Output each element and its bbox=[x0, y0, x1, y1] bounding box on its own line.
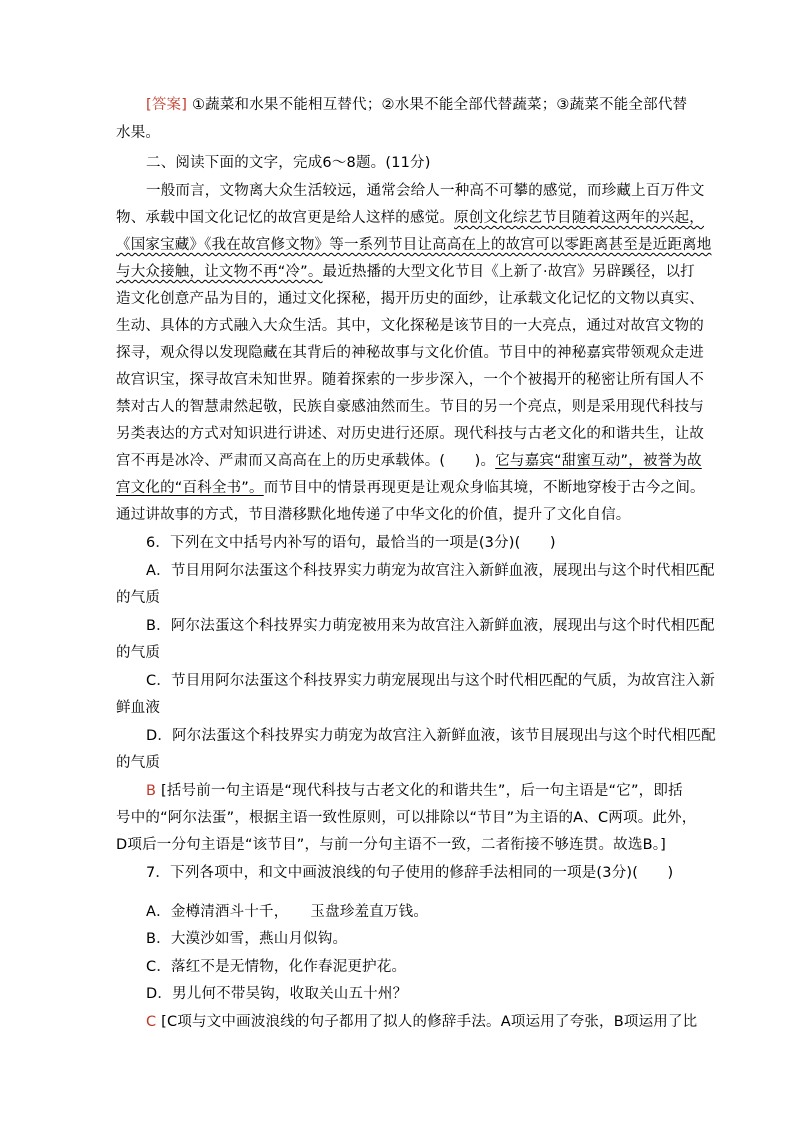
question-6-stem: 6．下列在文中括号内补写的语句，最恰当的一项是(3分)( ) bbox=[146, 535, 556, 551]
wavy-underlined-sentence: 与大众接触，让文物不再“冷”。 bbox=[116, 264, 323, 280]
option-a-cont: 的气质 bbox=[116, 590, 161, 606]
option-a: A．节目用阿尔法蛋这个科技界实力萌宠为故宫注入新鲜血液，展现出与这个时代相匹配 bbox=[146, 563, 715, 579]
passage-line: 通过讲故事的方式，节目潜移默化地传递了中华文化的价值，提升了文化自信。 bbox=[116, 507, 631, 523]
underlined-sentence: 它与嘉宾“甜蜜互动”，被誉为故 bbox=[495, 453, 702, 469]
option-b-cont: 的气质 bbox=[116, 645, 161, 661]
passage-line bbox=[116, 262, 695, 282]
q6-explanation-line: 号中的“阿尔法蛋”，根据主语一致性原则，可以排除以“节目”为主语的A、C两项。此外， bbox=[116, 810, 697, 826]
passage-text: 最近热播的大型文化节目《上新了·故宫》另辟蹊径，以打 bbox=[322, 264, 695, 280]
q6-explanation-line: D项后一分句主语是“该节目”，与前一分句主语不一致，二者衔接不够连贯。故选B。] bbox=[116, 837, 667, 853]
q7-explanation-line bbox=[146, 1012, 697, 1032]
q6-answer-letter: B bbox=[146, 783, 157, 799]
answer-tag: [答案] bbox=[146, 97, 188, 113]
option-d: D．男儿何不带吴钩，收取关山五十州？ bbox=[146, 986, 408, 1002]
passage-line: 另类表达的方式对知识进行讲述、对历史进行还原。现代科技与古老文化的和谐共生，让故 bbox=[116, 426, 704, 442]
passage-line bbox=[116, 478, 705, 498]
wavy-underlined-sentence: 原创文化综艺节目随着这两年的兴起， bbox=[454, 210, 705, 226]
option-c: C．落红不是无情物，化作春泥更护花。 bbox=[146, 959, 407, 975]
option-d: D．阿尔法蛋这个科技界实力萌宠为故宫注入新鲜血液，该节目展现出与这个时代相匹配 bbox=[146, 728, 716, 744]
passage-line bbox=[116, 208, 704, 228]
passage-line: 故宫识宝，探寻故宫未知世界。随着探索的一步步深入，一个个被揭开的秘密让所有国人不 bbox=[116, 372, 704, 388]
option-d-cont: 的气质 bbox=[116, 755, 161, 771]
option-b: B．大漠沙如雪，燕山月似钩。 bbox=[146, 931, 348, 947]
answer-line-1 bbox=[146, 95, 687, 115]
passage-line bbox=[116, 451, 702, 471]
passage-text: 物、承载中国文化记忆的故宫更是给人这样的感觉。 bbox=[116, 210, 455, 226]
passage-line bbox=[116, 235, 711, 255]
q6-explanation-line bbox=[146, 781, 683, 801]
underlined-sentence: 宫文化的“百科全书”。 bbox=[116, 480, 264, 496]
q6-explanation: [括号前一句主语是“现代科技与古老文化的和谐共生”，后一句主语是“它”，即括 bbox=[160, 783, 683, 799]
passage-line: 禁对古人的智慧肃然起敬，民族自豪感油然而生。节目的另一个亮点，则是采用现代科技与 bbox=[116, 399, 704, 415]
passage-line: 生动、具体的方式融入大众生活。其中，文化探秘是该节目的一大亮点，通过对故宫文物的 bbox=[116, 318, 704, 334]
answer-line-2: 水果。 bbox=[116, 125, 161, 141]
answer-text: ①蔬菜和水果不能相互替代；②水果不能全部代替蔬菜；③蔬菜不能全部代替 bbox=[191, 97, 688, 113]
passage-line: 造文化创意产品为目的，通过文化探秘，揭开历史的面纱，让承载文化记忆的文物以真实、 bbox=[116, 291, 704, 307]
wavy-underlined-sentence: 《国家宝藏》《我在故宫修文物》等一系列节目让高高在上的故宫可以零距离甚至是近距离地 bbox=[116, 237, 712, 253]
q7-answer-letter: C bbox=[146, 1014, 157, 1030]
option-a-part2: 玉盘珍羞直万钱。 bbox=[310, 904, 429, 920]
q7-explanation: [C项与文中画波浪线的句子都用了拟人的修辞手法。A项运用了夸张，B项运用了比 bbox=[161, 1014, 698, 1030]
option-a-part1: A．金樽清酒斗十千， bbox=[146, 904, 289, 920]
option-c: C．节目用阿尔法蛋这个科技界实力萌宠展现出与这个时代相匹配的气质，为故宫注入新 bbox=[146, 673, 715, 689]
option-b: B．阿尔法蛋这个科技界实力萌宠被用来为故宫注入新鲜血液，展现出与这个时代相匹配 bbox=[146, 618, 715, 634]
passage-line: 探寻，观众得以发现隐藏在其背后的神秘故事与文化价值。节目中的神秘嘉宾带领观众走进 bbox=[116, 345, 704, 361]
section-title: 二、阅读下面的文字，完成6～8题。(11分) bbox=[146, 155, 431, 171]
option-a bbox=[146, 902, 428, 922]
option-c-cont: 鲜血液 bbox=[116, 700, 161, 716]
passage-text: 宫不再是冰冷、严肃而又高高在上的历史承载体。( )。 bbox=[116, 453, 496, 469]
question-7-stem: 7．下列各项中，和文中画波浪线的句子使用的修辞手法相同的一项是(3分)( ) bbox=[146, 865, 674, 881]
passage-line: 一般而言，文物离大众生活较远，通常会给人一种高不可攀的感觉，而珍藏上百万件文 bbox=[146, 183, 705, 199]
passage-text: 而节目中的情景再现更是让观众身临其境，不断地穿梭于古今之间。 bbox=[263, 480, 705, 496]
